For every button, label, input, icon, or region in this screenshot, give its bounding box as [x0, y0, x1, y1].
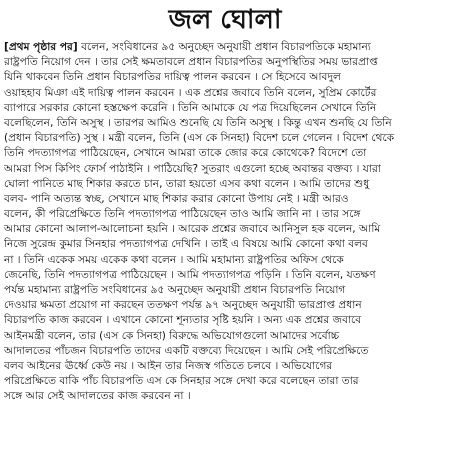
article-line: সঙ্গে আর সেই আদালতের কাজ করবেন না ।	[4, 390, 191, 403]
article-line-text: বলেন, সংবিধানের ৯৫ অনুচ্ছেদ অনুযায়ী প্রধান বিচারপতিকে মহামান্য	[77, 41, 371, 53]
article-line: বিচারপতি কাজ করবেন । এখানে কোনো শূন্যতার সৃষ্টি হয়নি । অন্য এক প্রশ্নের জবাবে	[4, 314, 362, 327]
article-line: রাষ্ট্রপতি নিয়োগ দেন । তার সেই ক্ষমতাবলে প্রধান বিচারপতির অনুপস্থিতির সময় ভারপ্রাপ্ত	[4, 56, 378, 69]
article-body	[4, 40, 446, 455]
article-line: ঘোলা পানিতে মাছ শিকার করতে চান, তারা হয়তো এসব কথা বলেন । আমি তাদের শুধু	[4, 177, 370, 190]
article-line: বলব- পানি অত্যন্ত স্বচ্ছ, সেখানে মাছ শিকার করার কোনো উপায় নেই । মন্ত্রী আরও	[4, 192, 349, 205]
article-line: বলেছিলেন, তিনি অসুস্থ । তারপর আমিও শুনেছি যে তিনি অসুস্থ । কিন্তু এখন শুনছি যে তিনি	[4, 116, 392, 129]
article-line: নিজে সুরেন্দ্র কুমার সিনহার পদত্যাগপত্র দেখিনি । তাই এ বিষয়ে আমি কোনো কথা বলব	[4, 238, 368, 251]
article-line: আমরা পিস কিপিং ফোর্স পাঠাইনি । পাঠিয়েছি? সুতরাং এগুলো হচ্ছে অবান্তর বক্তব্য । যারা	[4, 162, 381, 175]
article-line: আদালতের পাঁচজন বিচারপতি তাদের একটি বক্তব্যে দিয়েছেন । আমি সেই পরিপ্রেক্ষিতে	[4, 344, 369, 357]
article-line: পর্যন্ত মহামান্য রাষ্ট্রপতি সংবিধানের ৯৫ অনুচ্ছেদ অনুযায়ী প্রধান বিচারপতি নিয়োগ	[4, 284, 346, 296]
article-line: না । তিনি একেক সময় একেক কথা বলেন । আমি মহামান্য রাষ্ট্রপতির অফিস থেকে	[4, 253, 344, 266]
article-line: ওয়াহহাব মিঞা এই দায়িত্ব পালন করবেন । এক প্রশ্নের জবাবে তিনি বলেন, সুপ্রিম কোর্টের	[4, 86, 377, 99]
article-line: দেওয়ার ক্ষমতা প্রয়োগ না করছেন ততক্ষণ পর্যন্ত ৯৭ অনুচ্ছেদ অনুযায়ী ভারপ্রাপ্ত প্রধান	[4, 299, 362, 312]
article-line: বলেন, কী পরিপ্রেক্ষিতে তিনি পদত্যাগপত্র পাঠিয়েছেন তাও আমি জানি না । তার সঙ্গে	[4, 208, 361, 221]
continuation-tag: [প্রথম পৃষ্ঠার পর]	[4, 41, 78, 53]
article-line: তিনি পদত্যাগপত্র পাঠিয়েছেন, সেখানে আমরা তাকে জোর করে কোথেকে? বিদেশে তো	[4, 147, 367, 160]
article-line	[4, 40, 446, 55]
article-line: যিনি থাকবেন তিনি প্রধান বিচারপতির দায়িত্ব পালন করবেন । সে হিসেবে আবদুল	[4, 71, 341, 84]
article-line: ব্যাপারে সরকার কোনো হস্তক্ষেপ করেনি । তিনি আমাকে যে পত্র দিয়েছিলেন সেখানে তিনি	[4, 101, 377, 114]
headline: জল ঘোলা	[168, 5, 282, 35]
article-line: জেনেছি, তিনি পদত্যাগপত্র পাঠিয়েছেন । আমি পদত্যাগপত্র পড়িনি । তিনি বলেন, যতক্ষণ	[4, 268, 376, 281]
article-line: পরিপ্রেক্ষিতে বাকি পাঁচ বিচারপতি এস কে সিনহার সঙ্গে দেখা করে বলেছেন তারা তার	[4, 375, 359, 388]
article-line: আইনমন্ত্রী বলেন, তার (এস কে সিনহা) বিরুদ্ধে অভিযোগগুলো আমাদের সর্বোচ্চ	[4, 329, 340, 342]
article-line: (প্রধান বিচারপতি) সুস্থ । মন্ত্রী বলেন, তিনি (এস কে সিনহা) বিদেশ চলে গেলেন । বিদেশ থেকে	[4, 132, 395, 145]
article-line: বলব আইনের ঊর্ধ্বে কেউ নয় । আইন তার নিজস্ব গতিতে চলবে । অভিযোগের	[4, 359, 333, 372]
article-line: আমার কোনো আলাপ-আলোচনা হয়নি । আরেক প্রশ্নের জবাবে আনিসুল হক বলেন, আমি	[4, 223, 381, 236]
